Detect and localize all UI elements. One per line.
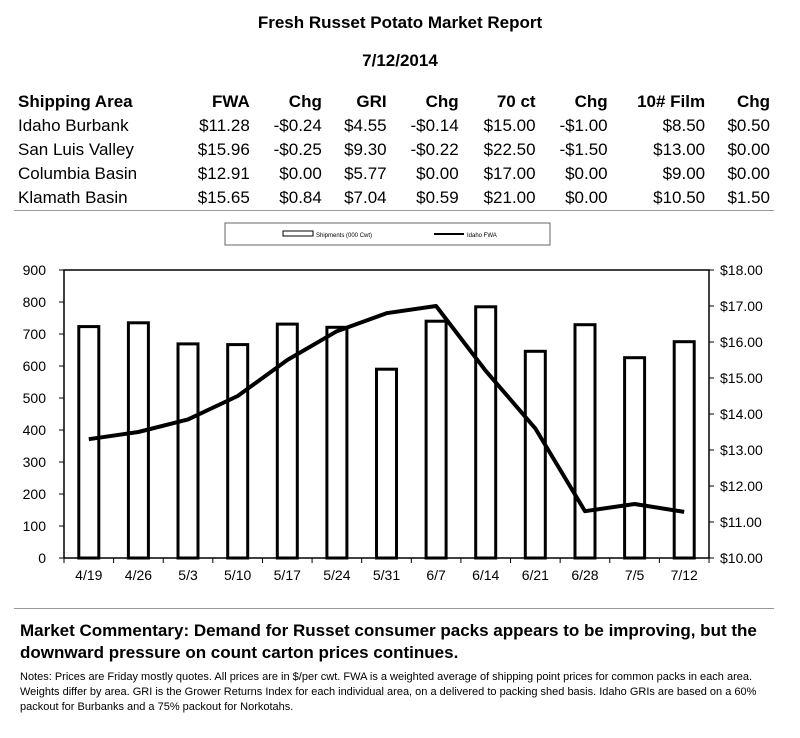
x-axis [64,558,709,583]
x-tick-label: 5/10 [224,567,252,583]
right-tick-label: $10.00 [720,550,763,566]
shipment-bar [79,327,99,558]
x-tick-label: 5/3 [178,567,198,583]
shipment-bars [79,307,694,558]
table-row [14,138,774,162]
table-cell: $0.00 [279,164,322,183]
left-tick-label: 800 [22,294,46,310]
shipments-fwa-chart [0,215,800,610]
table-cell: $4.55 [344,116,387,135]
header-gri-chg: Chg [425,92,459,111]
table-cell: -$0.25 [273,140,322,159]
report-date: 7/12/2014 [362,51,438,70]
x-tick-label: 5/31 [372,567,401,583]
table-cell: -$0.22 [410,140,459,159]
left-tick-label: 100 [22,518,46,534]
right-tick-label: $15.00 [720,370,763,386]
table-cell: Columbia Basin [18,164,138,183]
table-cell: $0.00 [727,164,770,183]
right-tick-label: $18.00 [720,262,763,278]
table-row [14,162,774,186]
x-tick-label: 7/12 [670,567,698,583]
table-cell: -$1.00 [559,116,608,135]
table-cell: $1.50 [727,188,770,207]
table-cell: $15.65 [197,188,250,207]
x-tick-label: 6/14 [472,567,500,583]
table-cell: $12.91 [197,164,250,183]
table-cell: $22.50 [483,140,536,159]
header-fwa-chg: Chg [288,92,322,111]
table-row [14,114,774,138]
shipment-bar [525,351,545,558]
report-title: Fresh Russet Potato Market Report [257,13,543,32]
report-notes: Notes: Prices are Friday mostly quotes. All prices are in $/per cwt. FWA is a weighted average of shipping point prices for common packs in each area. Weights differ by area. GRI is the Grower Returns Index for each individual area, on a delivered to packing shed basis. Idaho GRIs are based on a 60% packout for Burbanks and a 75% packout for Norkotahs. [20,671,757,713]
header-gri: GRI [356,92,387,111]
table-cell: $0.50 [727,116,770,135]
right-tick-label: $11.00 [720,514,762,530]
legend-label-shipments: Shipments (000 Cwt) [316,233,373,239]
header-fwa: FWA [212,92,250,111]
shipment-bar [426,321,446,558]
table-cell: $0.84 [279,188,322,207]
table-cell: -$1.50 [559,140,608,159]
left-tick-label: 300 [22,454,46,470]
table-cell: $13.00 [653,140,706,159]
shipment-bar [674,342,694,558]
x-tick-label: 6/28 [571,567,599,583]
left-tick-label: 600 [22,358,46,374]
table-cell: $0.00 [727,140,770,159]
table-cell: $11.28 [199,116,250,135]
table-cell: Idaho Burbank [18,116,129,135]
header-70ct: 70 ct [496,92,536,111]
legend-box [225,223,550,245]
divider [14,608,774,609]
x-tick-label: 4/19 [75,567,103,583]
price-table [14,90,774,210]
right-tick-label: $12.00 [720,478,763,494]
header-10-film: 10# Film [637,92,706,111]
right-tick-label: $13.00 [720,442,763,458]
table-cell: $0.00 [416,164,459,183]
left-tick-label: 500 [22,390,46,406]
left-tick-label: 900 [22,262,46,278]
shipment-bar [377,369,397,558]
right-tick-label: $16.00 [720,334,763,350]
table-cell: $9.00 [662,164,706,183]
shipment-bar [625,358,645,558]
table-cell: Klamath Basin [18,188,128,207]
left-tick-label: 700 [22,326,46,342]
shipment-bar [327,327,347,558]
shipment-bar [476,307,496,558]
legend-bar-swatch [283,231,313,236]
table-cell: $15.00 [483,116,536,135]
table-cell: San Luis Valley [18,140,134,159]
x-tick-label: 5/17 [273,567,301,583]
table-cell: $9.30 [344,140,387,159]
table-cell: -$0.14 [410,116,459,135]
shipment-bar [178,344,198,558]
x-tick-label: 6/7 [426,567,446,583]
x-tick-label: 5/24 [323,567,351,583]
table-cell: $15.96 [197,140,250,159]
legend-label-idaho-fwa: Idaho FWA [467,233,497,239]
table-cell: $21.00 [483,188,536,207]
x-tick-label: 6/21 [521,567,549,583]
table-cell: $0.00 [565,164,608,183]
table-cell: $0.59 [416,188,459,207]
header-10-film-chg: Chg [736,92,770,111]
table-cell: $7.04 [344,188,387,207]
header-shipping-area: Shipping Area [18,92,133,111]
left-tick-label: 400 [22,422,46,438]
table-row [14,186,774,210]
table-cell: $10.50 [653,188,706,207]
left-tick-label: 200 [22,486,46,502]
right-tick-label: $14.00 [720,406,763,422]
table-cell: $17.00 [483,164,536,183]
x-tick-label: 4/26 [124,567,153,583]
shipment-bar [228,345,248,558]
header-70ct-chg: Chg [574,92,608,111]
x-tick-label: 7/5 [624,567,645,583]
table-header-row [14,90,774,114]
table-cell: $8.50 [662,116,706,135]
table-cell: -$0.24 [273,116,322,135]
right-axis [709,262,763,566]
shipment-bar [575,325,595,558]
chart-legend [225,223,550,245]
left-axis [23,262,64,566]
market-commentary: Market Commentary: Demand for Russet consumer packs appears to be improving, but the downward pressure on count carton prices continues. [20,621,757,662]
divider [14,210,774,211]
left-tick-label: 0 [38,550,46,566]
right-tick-label: $17.00 [720,298,763,314]
table-cell: $0.00 [565,188,608,207]
shipment-bar [128,323,148,558]
table-cell: $5.77 [344,164,387,183]
